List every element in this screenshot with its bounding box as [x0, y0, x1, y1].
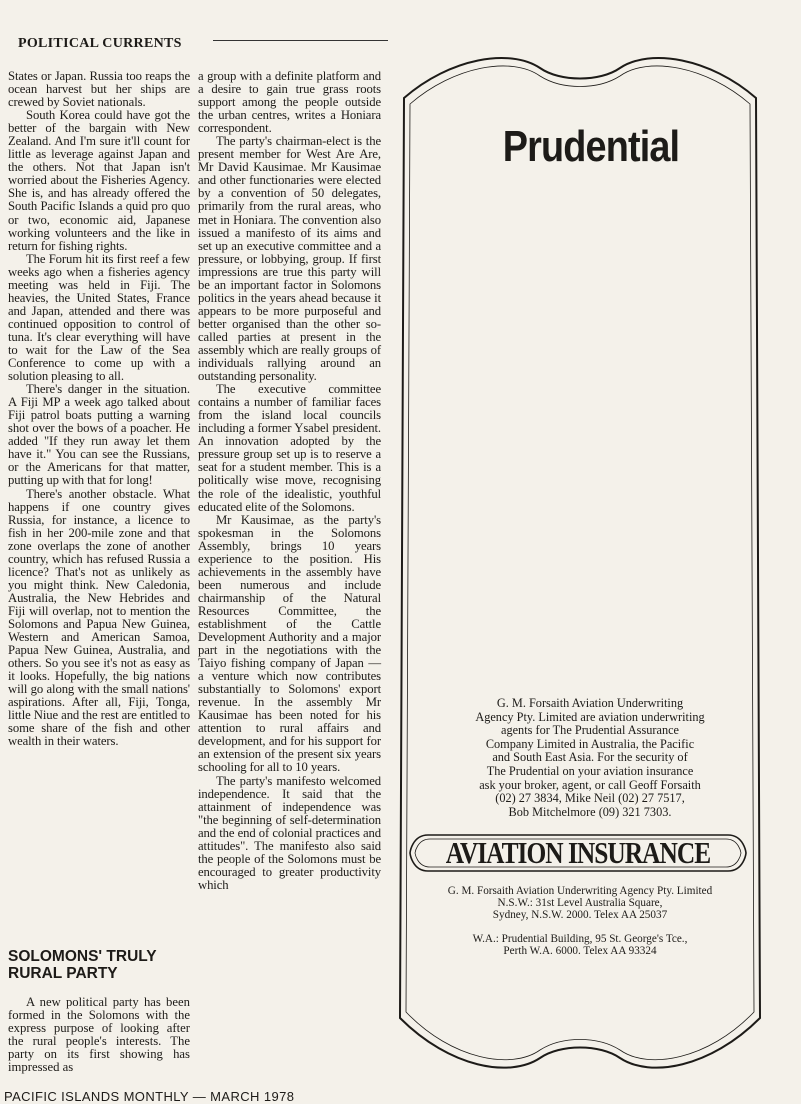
aviation-insurance-badge	[408, 833, 748, 873]
paragraph: There's another obstacle. What happens if one country gives Russia, for instance, a licence to fish in her 200-mile zone and that zone overlaps the zone of another country, which has refused Russia a licence? That's not as unlikely as you might think. New Caledonia, Australia, the New Hebrides and Fiji will overlap, not to mention the Solomons and Papua New Guinea, Western and American Samoa, Papua New Guinea, Australia, and others. So you see it's not as easy as it looks. Hopefully, the big nations will go along with the small nations' aspirations. After all, Fiji, Tonga, little Niue and the rest are entitled to some share of the fish and other wealth in their waters.	[8, 486, 190, 749]
paragraph: a group with a definite platform and a desire to gain true grass roots support among the people outside the urban centres, writes a Honiara correspondent.	[198, 69, 381, 136]
text-line: W.A.: Prudential Building, 95 St. George's Tce.,	[472, 933, 688, 945]
badge-label: AVIATION INSURANCE	[445, 835, 711, 870]
paragraph: Mr Kausimae, as the party's spokesman in the Solomons Assembly, brings 10 years experience to the position. His achievements in the assembly have been numerous and include chairmanship of the Natural Resources Committee, the establishment of the Cattle Development Authority and a major part in the negotiations with the Taiyo fishing company of Japan — a venture which now contributes substantially to Solomons' export revenue. In the assembly Mr Kausimae has been noted for his attention to rural affairs and development, and for his support for an extension of the present six years schooling for all to 10 years.	[198, 512, 381, 775]
paragraph: There's danger in the situation. A Fiji MP a week ago talked about Fiji patrol boats putting a warning shot over the bows of a poacher. He added "If they run away let them have it." You can see the Russians, or the Americans for that matter, putting up with that for long!	[8, 382, 190, 488]
text-line: The Prudential on your aviation insurance	[486, 763, 694, 778]
text-line: G. M. Forsaith Aviation Underwriting	[496, 696, 684, 710]
text-line: (02) 27 3834, Mike Neil (02) 27 7517,	[495, 791, 685, 806]
headline-line-1: SOLOMONS' TRULY	[8, 948, 157, 965]
text-line: agents for The Prudential Assurance	[500, 723, 680, 738]
advertisement-frame	[390, 38, 770, 1088]
paragraph: The executive committee contains a number of familiar faces from the island local councils including a former Ysabel president. An innovation adopted by the pressure group set up is to reserve a seat for a student member. This is a politically wise move, recognising the role of the idealistic, youthful educated elite of the Solomons.	[198, 382, 381, 514]
article-column-2	[198, 70, 381, 892]
paragraph: The party's manifesto welcomed independence. It said that the attainment of independence was "the beginning of self-determination and the end of colonial practices and attitudes". The manifesto also said the people of the Solomons must be encouraged to greater productivity which	[198, 773, 381, 892]
paragraph: South Korea could have got the better of the bargain with New Zealand. And I'm sure it'll count for little as leverage against Japan and the others. Not that Japan isn't worried about the Fisheries Agency. She is, and has already offered the South Pacific Islands a quid pro quo or two, economic aid, Japanese working volunteers and the like in return for fishing rights.	[8, 108, 190, 253]
paragraph: States or Japan. Russia too reaps the ocean harvest but her ships are crewed by Soviet nationals.	[8, 69, 190, 110]
text-line: Bob Mitchelmore (09) 321 7303.	[508, 804, 672, 819]
section-header	[18, 34, 388, 52]
text-line: N.S.W.: 31st Level Australia Square,	[497, 897, 663, 910]
paragraph: The party's chairman-elect is the present member for West Are Are, Mr David Kausimae. Mr Kausimae and other functionaries were elected by a convention of 50 delegates, primarily from the rural areas, who met in Honiara. The convention also issued a manifesto of its aims and set up an executive committee and a pressure, or lobbying, group. If first impressions are true this party will be an important factor in Solomons politics in the years ahead because it appears to be more purposeful and better organised than the other so-called parties at present in the assembly which are really groups of individuals rallying around an outstanding personality.	[198, 134, 381, 384]
ad-body-text	[440, 697, 740, 819]
text-line: G. M. Forsaith Aviation Underwriting Agency Pty. Limited	[447, 885, 713, 897]
text-line: Agency Pty. Limited are aviation underwriting	[475, 709, 705, 724]
section-label: POLITICAL CURRENTS	[18, 36, 186, 51]
wa-address	[410, 933, 750, 957]
paragraph: A new political party has been formed in the Solomons with the express purpose of looking after the rural people's interests. The party on its first showing has impressed as	[8, 995, 190, 1075]
article-column-1	[8, 70, 190, 748]
text-line: ask your broker, agent, or call Geoff Forsaith	[479, 777, 701, 792]
article-column-1-continued	[8, 996, 190, 1074]
prudential-logo: Prudential	[502, 122, 680, 171]
paragraph: The Forum hit its first reef a few weeks ago when a fisheries agency meeting was held in Fiji. The heavies, the United States, France and Japan, attended and there was continued opposition to control of tuna. It's clear everything will have to wait for the Law of the Sea Conference to come up with a solution pleasing to all.	[8, 251, 190, 384]
text-line: Company Limited in Australia, the Pacific	[485, 736, 695, 751]
text-line: Sydney, N.S.W. 2000. Telex AA 25037	[492, 909, 668, 922]
article-headline	[8, 948, 190, 982]
header-rule	[213, 40, 388, 41]
text-line: Perth W.A. 6000. Telex AA 93324	[503, 945, 657, 958]
headline-line-2: RURAL PARTY	[8, 965, 118, 982]
text-line: and South East Asia. For the security of	[492, 750, 688, 765]
nsw-address	[410, 885, 750, 922]
publication-footer: PACIFIC ISLANDS MONTHLY — MARCH 1978	[4, 1089, 295, 1104]
